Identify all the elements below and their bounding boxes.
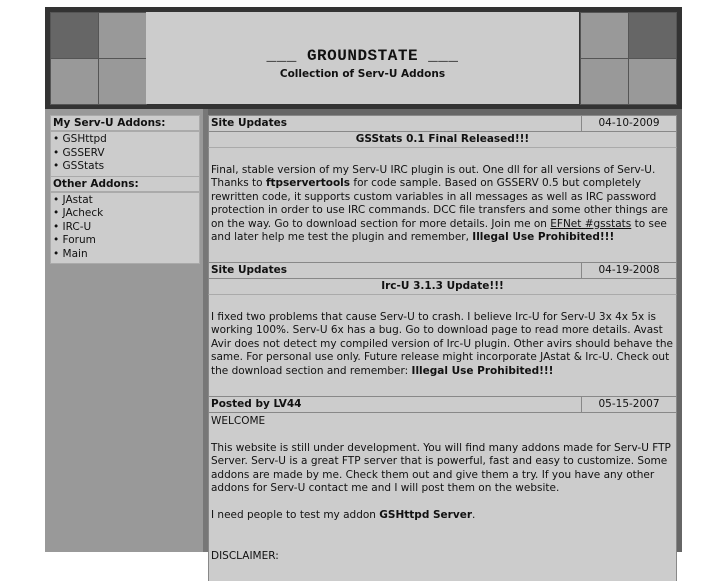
post-text: . bbox=[472, 509, 476, 521]
post-bold-text: ftpservertools bbox=[265, 177, 351, 189]
sidebar-item-gsserv[interactable] bbox=[53, 147, 197, 161]
bullet-icon: • bbox=[53, 207, 60, 219]
post-date: 04-19-2008 bbox=[581, 263, 676, 278]
banner bbox=[146, 12, 579, 104]
post-text: WELCOME bbox=[211, 414, 266, 427]
post bbox=[208, 262, 677, 396]
sidebar-item-label: JAcheck bbox=[62, 207, 104, 219]
bullet-icon: • bbox=[53, 234, 60, 246]
site-subtitle: Collection of Serv-U Addons bbox=[279, 68, 446, 80]
post-body bbox=[208, 295, 677, 396]
post-header bbox=[208, 115, 677, 132]
post-bold-text: Illegal Use Prohibited!!! bbox=[411, 364, 554, 377]
bullet-icon: • bbox=[53, 160, 60, 172]
post-title: GSStats 0.1 Final Released!!! bbox=[208, 132, 677, 148]
post-body bbox=[208, 148, 677, 262]
sidebar-item-forum[interactable] bbox=[53, 234, 197, 248]
bullet-icon: • bbox=[53, 146, 60, 159]
efnet-link[interactable]: EFNet #gsstats bbox=[550, 217, 632, 230]
bullet-icon: • bbox=[53, 220, 60, 233]
sidebar-item-gshttpd[interactable] bbox=[53, 133, 197, 147]
site-title: ___ GROUNDSTATE ___ bbox=[266, 47, 459, 65]
post-text: to see and later help me test the plugin and remember, bbox=[211, 217, 667, 243]
sidebar-item-label: GSHttpd bbox=[62, 133, 107, 145]
header-tile bbox=[580, 58, 629, 105]
sidebar-item-gsstats[interactable] bbox=[53, 160, 197, 174]
post-date: 05-15-2007 bbox=[581, 397, 676, 412]
post-text: I fixed two problems that cause Serv-U to crash. I believe Irc-U for Serv-U 3x 4x 5x is working 100%. Serv-U 6x has a bug. Go to download page to read more details. Avast Avir does not detect my compiled version of Irc-U plugin. Other avirs should behave the same. For personal use only. Future release might incorporate JAstat & Irc-U. Check out the download section and remember: bbox=[211, 310, 673, 377]
header-tile bbox=[50, 58, 99, 105]
post-body bbox=[208, 413, 677, 581]
post-text: This website is still under development. You will find many addons made for Serv-U FTP Server. Serv-U is a great FTP server that is powerful, fast and easy to customize. Some addons are made by me. Check them out and give them a try. If you have any other addons for Serv-U contact me and I will post them on the website. bbox=[211, 441, 671, 494]
sidebar-item-irc-u[interactable] bbox=[53, 221, 197, 235]
bullet-icon: • bbox=[53, 193, 60, 206]
post-title: Irc-U 3.1.3 Update!!! bbox=[208, 279, 677, 295]
header-tile bbox=[628, 58, 677, 105]
post-header-title: Site Updates bbox=[211, 264, 287, 276]
post-header-title: Posted by LV44 bbox=[211, 397, 302, 410]
sidebar-heading-my-addons: My Serv-U Addons: bbox=[51, 116, 199, 132]
post bbox=[208, 396, 677, 581]
sidebar-item-label: GSSERV bbox=[62, 146, 105, 159]
post-bold-text: GSHttpd Server bbox=[379, 509, 472, 521]
post-text: DISCLAIMER: bbox=[211, 549, 279, 562]
sidebar-item-label: JAstat bbox=[62, 193, 93, 206]
sidebar-item-main[interactable] bbox=[53, 248, 197, 262]
post-text: Final, stable version of my Serv-U IRC plugin is out. One dll for all versions of Serv-U. Thanks to bbox=[211, 163, 656, 189]
sidebar-item-label: GSStats bbox=[62, 160, 105, 172]
header-tile bbox=[50, 12, 99, 59]
sidebar-item-label: IRC-U bbox=[62, 220, 92, 233]
bullet-icon: • bbox=[53, 133, 60, 145]
sidebar-item-jastat[interactable] bbox=[53, 194, 197, 208]
left-column bbox=[45, 109, 203, 552]
header-tile bbox=[98, 12, 147, 59]
header-tile bbox=[98, 58, 147, 105]
header-tile bbox=[628, 12, 677, 59]
post-header-title: Site Updates bbox=[211, 117, 287, 129]
header bbox=[45, 7, 682, 109]
post-header bbox=[208, 262, 677, 279]
sidebar-item-label: Forum bbox=[62, 234, 96, 246]
sidebar-item-label: Main bbox=[62, 247, 88, 260]
page-frame bbox=[45, 7, 682, 562]
post-text: for code sample. Based on GSSERV 0.5 but completely rewritten code, it supports custom variables in all messages as well as IRC password protection in order to use IRC commands. DCC file transfers and some other things are on the way. Go to download section for more details. Join me on bbox=[211, 177, 668, 230]
bullet-icon: • bbox=[53, 247, 60, 260]
sidebar-heading-other-addons: Other Addons: bbox=[51, 176, 199, 193]
post-bold-text: Illegal Use Prohibited!!! bbox=[472, 231, 615, 243]
post-text: I need people to test my addon bbox=[211, 509, 380, 521]
sidebar bbox=[50, 115, 200, 264]
header-tile bbox=[580, 12, 629, 59]
sidebar-item-jacheck[interactable] bbox=[53, 207, 197, 221]
post bbox=[208, 115, 677, 262]
post-header bbox=[208, 396, 677, 413]
content bbox=[208, 115, 677, 581]
post-date: 04-10-2009 bbox=[581, 116, 676, 131]
